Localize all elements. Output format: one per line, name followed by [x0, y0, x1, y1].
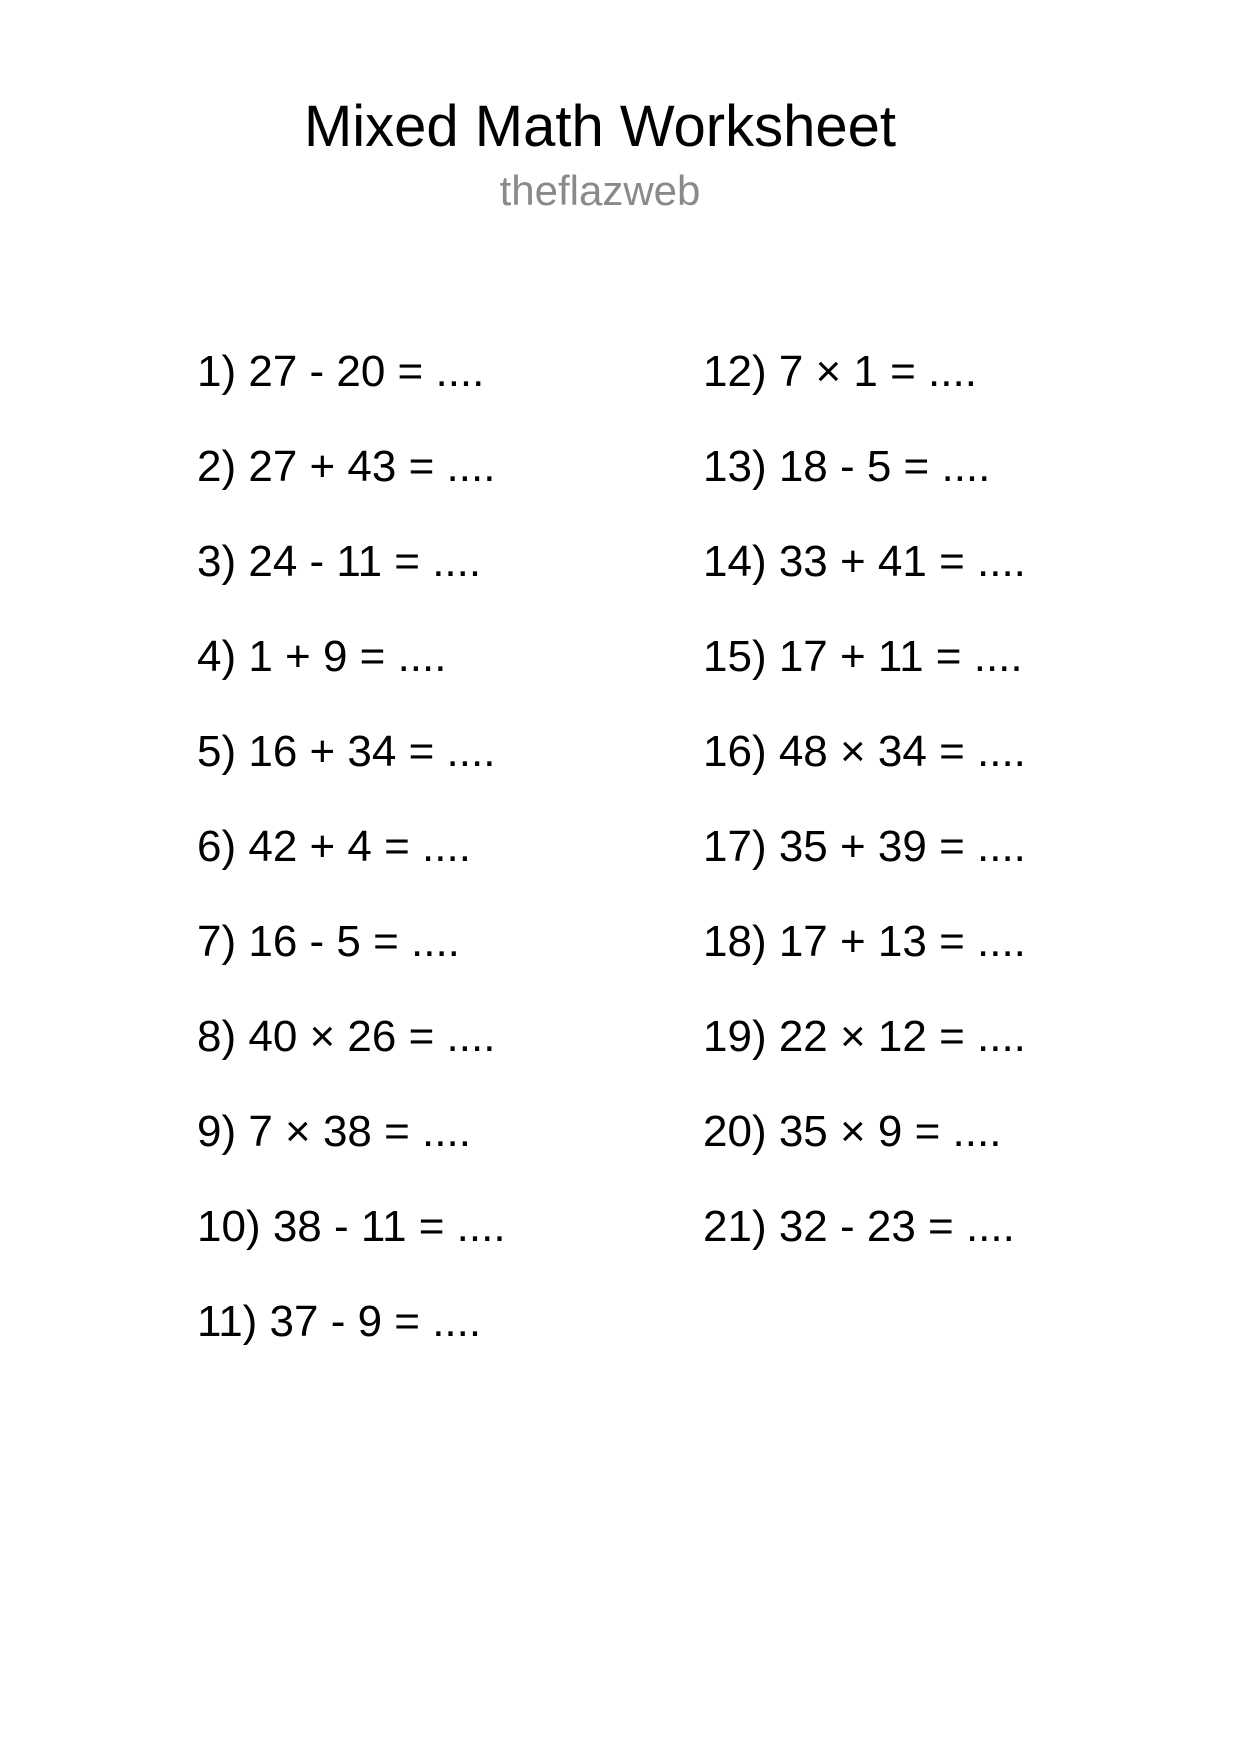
problem-item: 17) 35 + 39 = ....	[703, 822, 1026, 871]
problem-item: 2) 27 + 43 = ....	[197, 442, 496, 491]
problem-item: 3) 24 - 11 = ....	[197, 537, 482, 586]
problems-column-left	[197, 347, 703, 1395]
problem-item: 15) 17 + 11 = ....	[703, 632, 1023, 681]
problem-item: 7) 16 - 5 = ....	[197, 917, 460, 966]
problem-item: 10) 38 - 11 = ....	[197, 1202, 506, 1251]
problem-item: 13) 18 - 5 = ....	[703, 442, 991, 491]
problems-area	[197, 347, 1240, 1395]
problem-item: 1) 27 - 20 = ....	[197, 347, 485, 396]
page-title: Mixed Math Worksheet	[303, 94, 897, 159]
problem-item: 16) 48 × 34 = ....	[703, 727, 1026, 776]
problem-item: 12) 7 × 1 = ....	[703, 347, 977, 396]
problem-item: 8) 40 × 26 = ....	[197, 1012, 496, 1061]
problem-item: 21) 32 - 23 = ....	[703, 1202, 1015, 1251]
problem-item: 14) 33 + 41 = ....	[703, 537, 1026, 586]
problem-item: 5) 16 + 34 = ....	[197, 727, 496, 776]
problem-item: 4) 1 + 9 = ....	[197, 632, 447, 681]
problems-column-right	[703, 347, 1240, 1395]
problem-item: 9) 7 × 38 = ....	[197, 1107, 471, 1156]
problem-item: 20) 35 × 9 = ....	[703, 1107, 1002, 1156]
page-subtitle: theflazweb	[499, 167, 701, 214]
problem-item: 6) 42 + 4 = ....	[197, 822, 471, 871]
problem-item: 11) 37 - 9 = ....	[197, 1297, 482, 1346]
problem-item: 19) 22 × 12 = ....	[703, 1012, 1026, 1061]
worksheet-header	[0, 0, 1200, 212]
problem-item: 18) 17 + 13 = ....	[703, 917, 1026, 966]
